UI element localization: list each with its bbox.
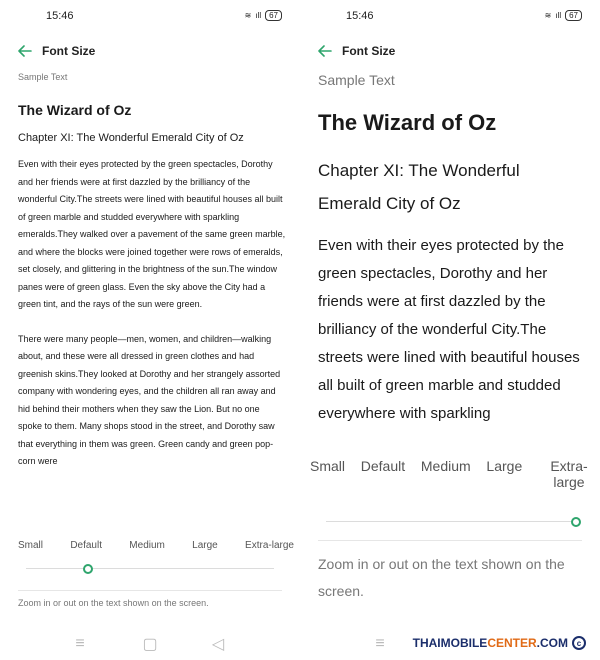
hint-text: Zoom in or out on the text shown on the screen. — [18, 598, 209, 608]
battery-icon: 67 — [265, 10, 282, 21]
size-option-large[interactable]: Large — [192, 540, 218, 551]
chapter-title: Chapter XI: The Wonderful Emerald City of Oz — [18, 132, 244, 144]
font-size-options — [310, 458, 600, 490]
hint-text: Zoom in or out on the text shown on the screen. — [318, 556, 565, 599]
font-size-slider[interactable] — [26, 563, 274, 575]
size-option-small[interactable]: Small — [310, 458, 346, 474]
font-size-options — [18, 540, 294, 551]
watermark — [413, 636, 586, 650]
slider-track — [326, 521, 576, 522]
copyright-icon: c — [572, 636, 586, 650]
header — [16, 42, 95, 60]
sample-text-area[interactable] — [318, 72, 586, 424]
battery-icon: 67 — [565, 10, 582, 21]
size-option-default[interactable]: Default — [70, 540, 102, 551]
chapter-title: Chapter XI: The Wonderful Emerald City of Oz — [318, 161, 520, 213]
divider — [318, 540, 582, 541]
watermark-part: .COM — [536, 636, 568, 650]
size-option-default[interactable]: Default — [360, 458, 406, 474]
book-title: The Wizard of Oz — [18, 102, 132, 118]
home-icon[interactable]: ▢ — [142, 636, 158, 653]
status-time: 15:46 — [46, 10, 74, 22]
watermark-part: CENTER — [487, 636, 537, 650]
sample-paragraph: There were many people—men, women, and children—walking about, and these were all dressed in green clothes and had greenish skins.They looked at Dorothy and her strangely assorted company with wondering eyes, and the children all ran away and hid behind their mothers when they saw the Lion. But no one spoke to them. Many shops stood in the street, and Dorothy saw that everything in them was green. Green candy and green pop-corn were — [18, 333, 281, 466]
watermark-text — [413, 636, 568, 650]
sample-text-label: Sample Text — [318, 72, 395, 88]
size-option-small[interactable]: Small — [18, 540, 44, 551]
size-option-medium[interactable]: Medium — [129, 540, 165, 551]
right-screen — [300, 0, 600, 660]
menu-icon[interactable]: ≡ — [75, 635, 85, 652]
sample-text-area[interactable] — [18, 72, 286, 512]
size-option-medium[interactable]: Medium — [420, 458, 471, 474]
back-arrow-icon[interactable] — [16, 42, 34, 60]
slider-thumb[interactable] — [571, 517, 581, 527]
slider-track — [26, 568, 274, 569]
size-option-large[interactable]: Large — [486, 458, 523, 474]
menu-icon[interactable]: ≡ — [375, 635, 385, 652]
book-title: The Wizard of Oz — [318, 110, 497, 135]
font-size-slider[interactable] — [326, 516, 576, 528]
status-icons — [545, 10, 582, 21]
size-option-extra-large[interactable]: Extra-large — [245, 540, 294, 551]
status-time: 15:46 — [346, 10, 374, 22]
status-icons — [245, 10, 282, 21]
sample-paragraph: Even with their eyes protected by the green spectacles, Dorothy and her friends were at first dazzled by the brilliancy of the wonderful City.The streets were lined with beautiful houses all built of green marble and studded everywhere with sparkling emeralds.They walked over a pavement of the same green marble, and where the blocks were joined together were rows of emeralds, set closely, and glittering in the brightness of the sun.The window panes were of green glass. Even the sky above the City had a green tint, and the rays of the sun were green. — [18, 159, 286, 309]
header — [316, 42, 395, 60]
back-icon[interactable]: ◁ — [211, 636, 225, 653]
nav-bar — [0, 636, 300, 654]
status-bar — [0, 10, 300, 26]
sample-text-label: Sample Text — [18, 72, 68, 82]
status-bar — [300, 10, 600, 26]
wifi-icon: ≋ — [544, 11, 552, 20]
signal-icon: ıll — [555, 11, 562, 20]
signal-icon: ıll — [255, 11, 262, 20]
back-arrow-icon[interactable] — [316, 42, 334, 60]
page-title: Font Size — [342, 44, 396, 58]
page-title: Font Size — [42, 44, 96, 58]
wifi-icon: ≋ — [244, 11, 252, 20]
sample-paragraph: Even with their eyes protected by the green spectacles, Dorothy and her friends were at first dazzled by the brilliancy of the wonderful City.The streets were lined with beautiful houses all built of green marble and studded everywhere with sparkling — [318, 237, 580, 422]
divider — [18, 590, 282, 591]
watermark-part: THAIMOBILE — [412, 636, 488, 650]
size-option-extra-large[interactable]: Extra-large — [550, 458, 588, 490]
slider-thumb[interactable] — [83, 564, 93, 574]
